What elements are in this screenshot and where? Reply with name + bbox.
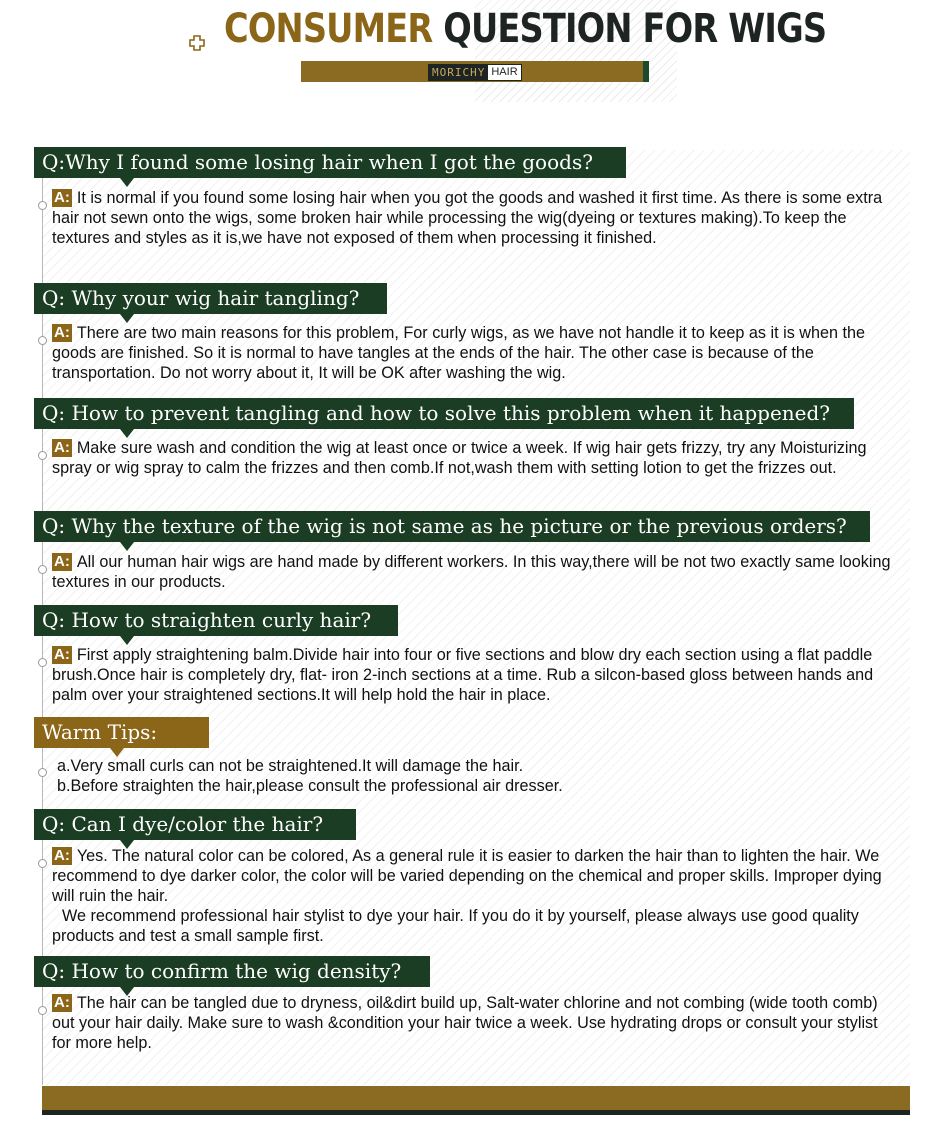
timeline-dot <box>38 768 47 777</box>
answer-badge: A: <box>54 439 70 456</box>
timeline-dot <box>38 1006 47 1015</box>
answer-body-2: We recommend professional hair stylist to dye your hair. If you do it by yourself, please always use good quality products and test a small sample first. <box>52 907 859 945</box>
question-text: Q: How to prevent tangling and how to solve this problem when it happened? <box>42 401 831 425</box>
answer-text <box>52 846 898 946</box>
tip-item: b.Before straighten the hair,please consult the professional air dresser. <box>57 777 563 795</box>
answer-body: All our human hair wigs are hand made by different workers. In this way,there will be not two exactly same looking textures in our products. <box>52 553 891 591</box>
question-pointer <box>120 178 134 187</box>
answer-body: The hair can be tangled due to dryness, oil&dirt build up, Salt-water chlorine and not combing (wide tooth comb) out your hair daily. Make sure to wash &condition your hair twice a week. Use hydrating drops or consult your stylist for more help. <box>52 994 878 1052</box>
answer-badge: A: <box>54 553 70 570</box>
answer-badge: A: <box>54 646 70 663</box>
tip-item: a.Very small curls can not be straightened.It will damage the hair. <box>57 757 524 775</box>
question-bar <box>34 956 430 987</box>
brand-bar-end <box>643 61 649 82</box>
answer-badge: A: <box>54 994 70 1011</box>
answer-badge: A: <box>54 847 70 864</box>
question-pointer <box>120 314 134 323</box>
answer-body: Make sure wash and condition the wig at least once or twice a week. If wig hair gets frizzy, try any Moisturizing spray or wig spray to calm the frizzes and then comb.If not,wash them with setting lotion to get the frizzes out. <box>52 439 867 477</box>
answer-text <box>52 438 898 478</box>
answer-text <box>52 323 898 383</box>
answer-badge: A: <box>54 324 70 341</box>
timeline-dot <box>38 658 47 667</box>
question-bar <box>34 605 398 636</box>
answer-badge: A: <box>54 189 70 206</box>
question-text: Q:Why I found some losing hair when I got the goods? <box>42 150 593 174</box>
warm-tips-bar <box>34 717 209 748</box>
timeline-dot <box>38 565 47 574</box>
question-pointer <box>120 542 134 551</box>
answer-text <box>52 645 898 705</box>
answer-text <box>52 552 898 592</box>
question-text: Q: Why the texture of the wig is not same as he picture or the previous orders? <box>42 514 847 538</box>
brand-logo-left: MORICHY <box>429 65 488 80</box>
timeline-dot <box>38 336 47 345</box>
question-pointer <box>120 429 134 438</box>
question-bar <box>34 511 870 542</box>
timeline-dot <box>38 859 47 868</box>
question-pointer <box>120 636 134 645</box>
title-rest: QUESTION FOR WIGS <box>443 6 827 52</box>
question-bar <box>34 147 626 178</box>
answer-text <box>52 993 898 1053</box>
answer-body: First apply straightening balm.Divide hair into four or five sections and blow dry each section using a flat paddle brush.Once hair is completely dry, flat- iron 2-inch sections at a time. Rub a silcon-based gloss between hands and palm over your straightened sections.It will help hold the hair in place. <box>52 646 874 704</box>
page-title <box>224 6 826 52</box>
warm-tips-list <box>57 756 903 796</box>
brand-logo <box>428 64 522 81</box>
answer-body: Yes. The natural color can be colored, As a general rule it is easier to darken the hair than to lighten the hair. We recommend to dye darker color, the color will be varied depending on the chemical and proper skills. Improper dying will ruin the hair. <box>52 847 882 905</box>
footer-bar <box>42 1086 910 1110</box>
footer-line <box>42 1110 910 1115</box>
question-text: Q: How to confirm the wig density? <box>42 959 402 983</box>
question-bar <box>34 283 387 314</box>
timeline-dot <box>38 451 47 460</box>
answer-body: It is normal if you found some losing hair when you got the goods and washed it first time. As there is some extra hair not sewn onto the wigs, some broken hair while processing the wig(dyeing or textures making).To keep the textures and styles as it is,we have not exposed of them when processing it finished. <box>52 189 883 247</box>
answer-text <box>52 188 898 248</box>
question-text: Q: How to straighten curly hair? <box>42 608 372 632</box>
answer-body: There are two main reasons for this problem, For curly wigs, as we have not handle it to keep as it is when the goods are finished. So it is normal to have tangles at the ends of the hair. The other case is because of the transportation. Do not worry about it, It will be OK after washing the wig. <box>52 324 865 382</box>
timeline-dot <box>38 201 47 210</box>
question-bar <box>34 809 356 840</box>
question-text: Q: Can I dye/color the hair? <box>42 812 324 836</box>
title-accent: CONSUMER <box>224 6 433 52</box>
question-text: Q: Why your wig hair tangling? <box>42 286 360 310</box>
brand-logo-right: HAIR <box>488 65 520 80</box>
question-bar <box>34 398 854 429</box>
warm-tips-title: Warm Tips: <box>42 720 158 744</box>
cross-icon <box>188 34 206 52</box>
